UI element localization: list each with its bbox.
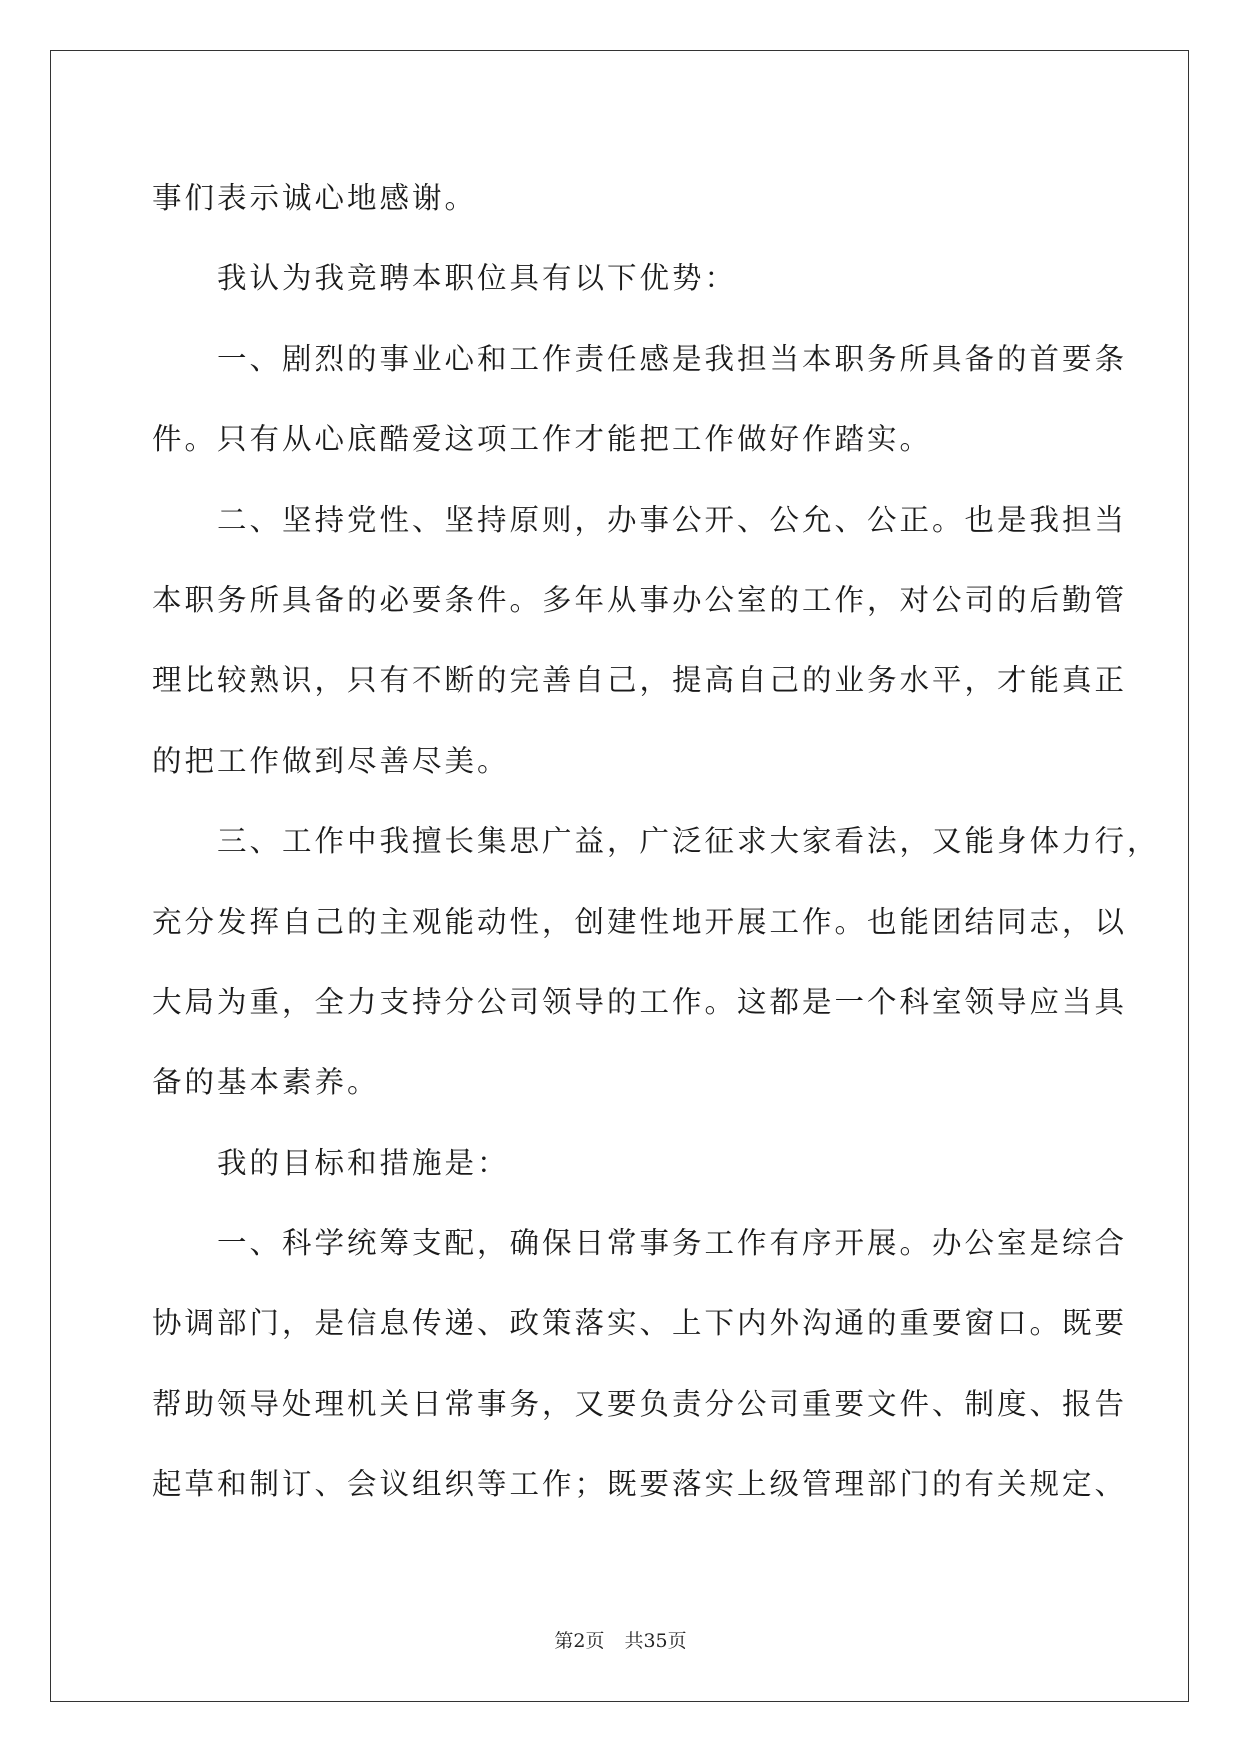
- text-line: 的把工作做到尽善尽美。: [152, 743, 510, 778]
- text-line: 我认为我竞聘本职位具有以下优势：: [152, 261, 738, 296]
- text-line: 本职务所具备的必要条件。多年从事办公室的工作，对公司的后勤管: [152, 582, 1128, 617]
- text-line: 大局为重，全力支持分公司领导的工作。这都是一个科室领导应当具: [152, 984, 1128, 1019]
- text-line: 一、剧烈的事业心和工作责任感是我担当本职务所具备的首要条: [152, 341, 1128, 376]
- text-line: 事们表示诚心地感谢。: [152, 181, 478, 215]
- text-line: 理比较熟识，只有不断的完善自己，提高自己的业务水平，才能真正: [152, 663, 1128, 698]
- text-line: 我的目标和措施是：: [152, 1145, 510, 1180]
- text-line: 起草和制订、会议组织等工作；既要落实上级管理部门的有关规定、: [152, 1467, 1128, 1502]
- text-line: 件。只有从心底酷爱这项工作才能把工作做好作踏实。: [152, 422, 933, 457]
- text-line: 二、坚持党性、坚持原则，办事公开、公允、公正。也是我担当: [152, 502, 1128, 537]
- document-body: [152, 158, 1160, 1525]
- text-line: 协调部门，是信息传递、政策落实、上下内外沟通的重要窗口。既要: [152, 1306, 1128, 1341]
- text-line: 充分发挥自己的主观能动性，创建性地开展工作。也能团结同志，以: [152, 904, 1128, 939]
- page-total: 共35页: [624, 1630, 687, 1652]
- text-line: 备的基本素养。: [152, 1065, 380, 1100]
- text-line: 三、工作中我擅长集思广益，广泛征求大家看法，又能身体力行，: [152, 824, 1160, 859]
- page-number: 第2页: [554, 1630, 605, 1652]
- text-line: 帮助领导处理机关日常事务，又要负责分公司重要文件、制度、报告: [152, 1386, 1128, 1421]
- text-line: 一、科学统筹支配，确保日常事务工作有序开展。办公室是综合: [152, 1226, 1128, 1261]
- page-footer: [0, 1626, 1241, 1653]
